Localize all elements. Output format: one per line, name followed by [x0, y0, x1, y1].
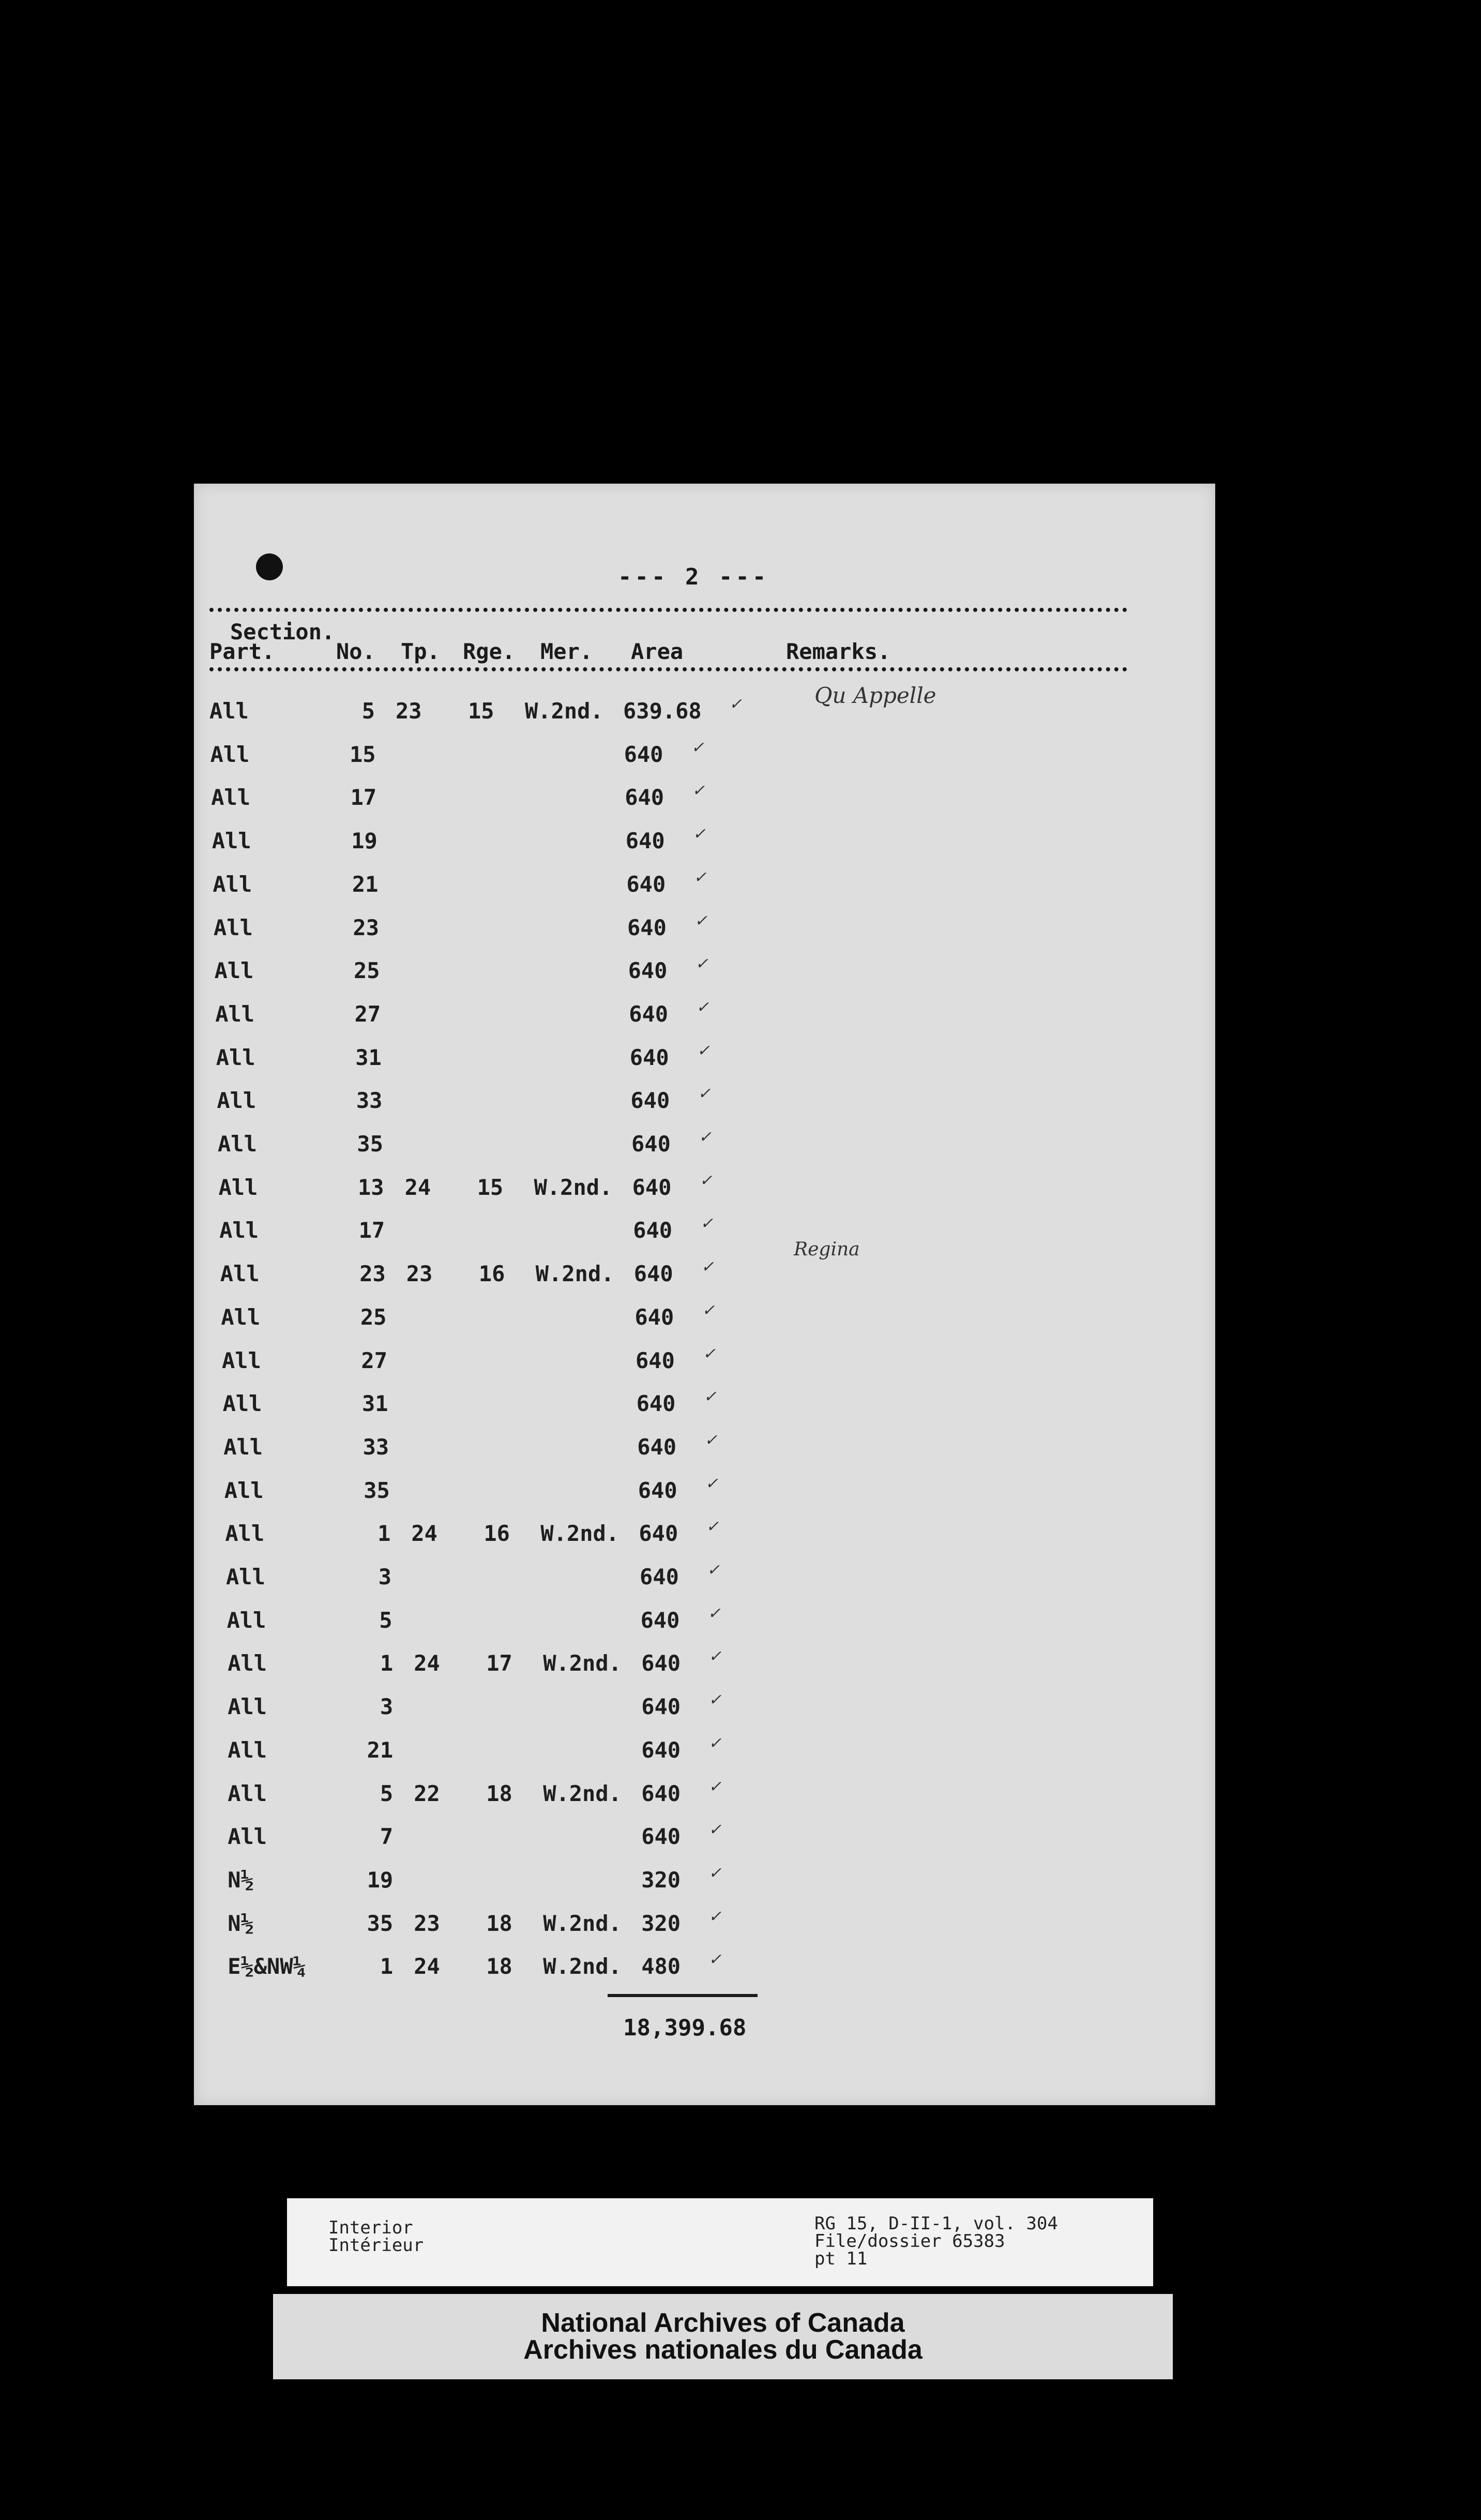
check-mark-icon: ✓ — [708, 1691, 722, 1709]
check-mark-icon: ✓ — [707, 1604, 721, 1623]
cell-area: 640 — [630, 1088, 670, 1114]
table-row — [194, 1734, 1215, 1768]
cell-rge: 18 — [486, 1780, 512, 1806]
check-mark-icon: ✓ — [692, 782, 705, 800]
cell-no: 27 — [354, 1001, 381, 1027]
table-row — [194, 1474, 1215, 1509]
cell-tp: 24 — [404, 1174, 431, 1200]
archives-banner — [273, 2294, 1173, 2379]
dept-fr: Intérieur — [328, 2235, 424, 2256]
cell-part: All — [228, 1694, 267, 1720]
total-rule — [608, 1994, 758, 1997]
table-row — [194, 1518, 1215, 1552]
cell-part: All — [218, 1131, 257, 1157]
document-page — [194, 484, 1215, 2105]
page-number: --- 2 --- — [618, 564, 769, 590]
cell-area: 320 — [641, 1867, 681, 1893]
cell-area: 640 — [631, 1131, 671, 1157]
cell-mer: W.2nd. — [543, 1954, 622, 1979]
check-mark-icon: ✓ — [692, 825, 706, 844]
cell-no: 23 — [353, 914, 379, 940]
check-mark-icon: ✓ — [703, 1388, 717, 1406]
table-row — [194, 782, 1215, 816]
check-mark-icon: ✓ — [694, 911, 708, 930]
cell-area: 640 — [641, 1651, 681, 1676]
cell-no: 35 — [364, 1477, 390, 1503]
check-mark-icon: ✓ — [707, 1561, 720, 1579]
cell-tp: 24 — [411, 1521, 437, 1547]
cell-area: 640 — [641, 1694, 681, 1720]
check-mark-icon: ✓ — [708, 1951, 722, 1969]
cell-no: 21 — [367, 1737, 394, 1763]
cell-part: All — [221, 1304, 261, 1330]
cell-area: 640 — [638, 1477, 677, 1503]
cell-area: 640 — [629, 1001, 669, 1027]
cell-mer: W.2nd. — [543, 1651, 622, 1676]
check-mark-icon: ✓ — [708, 1907, 722, 1926]
punch-hole — [256, 553, 283, 580]
cell-no: 31 — [355, 1044, 382, 1070]
cell-area: 640 — [641, 1780, 681, 1806]
cell-rge: 16 — [483, 1521, 510, 1547]
cell-part: All — [217, 1088, 256, 1114]
cell-no: 15 — [350, 741, 376, 767]
cell-part: All — [209, 698, 249, 724]
table-row — [194, 1388, 1215, 1422]
check-mark-icon: ✓ — [699, 1171, 713, 1190]
cell-rge: 18 — [486, 1954, 512, 1979]
check-mark-icon: ✓ — [704, 1431, 718, 1449]
cell-area: 640 — [625, 828, 665, 854]
check-mark-icon: ✓ — [702, 1301, 715, 1319]
cell-part: N½ — [228, 1910, 254, 1936]
cell-no: 31 — [362, 1391, 388, 1417]
check-mark-icon: ✓ — [696, 998, 709, 1016]
cell-no: 3 — [380, 1694, 394, 1720]
table-row — [194, 1821, 1215, 1855]
cell-area: 640 — [629, 1044, 669, 1070]
cell-tp: 23 — [414, 1910, 440, 1936]
cell-part: All — [222, 1391, 262, 1417]
header-rule-bottom — [209, 667, 1127, 671]
table-row — [194, 1907, 1215, 1942]
cell-area: 640 — [641, 1737, 681, 1763]
check-mark-icon: ✓ — [703, 1344, 716, 1363]
ref-line-3: pt 11 — [814, 2248, 868, 2269]
check-mark-icon: ✓ — [699, 1128, 712, 1146]
check-mark-icon: ✓ — [705, 1474, 718, 1493]
archive-reference-label — [287, 2198, 1153, 2286]
cell-no: 33 — [356, 1088, 383, 1114]
cell-part: N½ — [228, 1867, 254, 1893]
cell-no: 5 — [361, 698, 375, 724]
check-mark-icon: ✓ — [708, 1734, 722, 1752]
cell-no: 5 — [379, 1607, 392, 1633]
table-row — [194, 868, 1215, 903]
cell-part: All — [211, 785, 251, 811]
cell-no: 1 — [380, 1651, 394, 1676]
cell-area: 640 — [633, 1261, 673, 1287]
cell-tp: 24 — [414, 1954, 440, 1979]
check-mark-icon: ✓ — [708, 1821, 722, 1839]
table-row — [194, 825, 1215, 859]
table-row — [194, 911, 1215, 946]
cell-rge: 15 — [477, 1174, 504, 1200]
table-row — [194, 1647, 1215, 1682]
cell-no: 1 — [377, 1521, 391, 1547]
table-row — [194, 1604, 1215, 1639]
cell-area: 640 — [637, 1434, 677, 1460]
table-row — [194, 1561, 1215, 1595]
cell-mer: W.2nd. — [535, 1261, 614, 1287]
cell-tp: 23 — [396, 698, 422, 724]
cell-tp: 23 — [406, 1261, 433, 1287]
cell-no: 21 — [352, 871, 379, 897]
table-row — [194, 1951, 1215, 1985]
cell-area: 640 — [641, 1824, 681, 1850]
cell-area: 640 — [639, 1521, 678, 1547]
check-mark-icon: ✓ — [701, 1258, 714, 1277]
cell-part: All — [210, 741, 250, 767]
check-mark-icon: ✓ — [697, 1041, 710, 1060]
table-row — [194, 1258, 1215, 1292]
cell-area: 640 — [640, 1607, 680, 1633]
check-mark-icon: ✓ — [708, 1647, 722, 1666]
total-area: 18,399.68 — [623, 2015, 747, 2041]
table-row — [194, 1301, 1215, 1336]
cell-area: 640 — [625, 785, 664, 811]
cell-no: 17 — [358, 1218, 385, 1243]
cell-rge: 16 — [478, 1261, 505, 1287]
remark-qu-appelle: Qu Appelle — [814, 683, 936, 708]
header-rge: Rge. — [463, 639, 516, 664]
header-no: No. — [336, 639, 375, 664]
cell-part: All — [219, 1218, 259, 1243]
check-mark-icon: ✓ — [693, 868, 707, 887]
cell-no: 19 — [351, 828, 377, 854]
cell-area: 320 — [641, 1910, 681, 1936]
remark-regina: Regina — [794, 1239, 860, 1260]
check-mark-icon: ✓ — [708, 1864, 722, 1882]
table-row — [194, 1214, 1215, 1249]
cell-part: All — [216, 1044, 255, 1070]
check-mark-icon: ✓ — [700, 1214, 714, 1233]
cell-no: 13 — [358, 1174, 384, 1200]
cell-no: 33 — [362, 1434, 389, 1460]
cell-mer: W.2nd. — [534, 1174, 613, 1200]
cell-part: All — [215, 1001, 255, 1027]
cell-part: All — [228, 1824, 267, 1850]
cell-part: All — [228, 1780, 267, 1806]
cell-part: All — [224, 1477, 264, 1503]
header-remarks: Remarks. — [786, 639, 891, 664]
archives-banner-fr: Archives nationales du Canada — [523, 2335, 923, 2365]
cell-part: All — [226, 1607, 266, 1633]
dept-en: Interior — [328, 2217, 413, 2238]
table-row — [194, 1431, 1215, 1465]
cell-area: 640 — [627, 914, 667, 940]
cell-mer: W.2nd. — [540, 1521, 619, 1547]
cell-part: All — [214, 958, 254, 984]
cell-part: All — [228, 1651, 267, 1676]
cell-mer: W.2nd. — [543, 1780, 622, 1806]
archives-banner-en: National Archives of Canada — [541, 2308, 905, 2338]
ref-line-1: RG 15, D-II-1, vol. 304 — [814, 2213, 1058, 2234]
cell-rge: 15 — [468, 698, 494, 724]
table-row — [194, 1864, 1215, 1898]
cell-area: 640 — [634, 1304, 674, 1330]
header-part: Part. — [209, 639, 275, 664]
cell-part: All — [213, 871, 252, 897]
table-row — [194, 1171, 1215, 1206]
table-row — [194, 955, 1215, 989]
cell-no: 35 — [367, 1910, 394, 1936]
cell-no: 5 — [380, 1780, 394, 1806]
header-rule-top — [209, 608, 1127, 612]
cell-part: E½&NW¼ — [228, 1954, 306, 1979]
cell-part: All — [228, 1737, 267, 1763]
cell-part: All — [218, 1174, 258, 1200]
check-mark-icon: ✓ — [729, 695, 743, 713]
cell-mer: W.2nd. — [525, 698, 603, 724]
cell-no: 7 — [380, 1824, 394, 1850]
cell-area: 640 — [636, 1391, 676, 1417]
check-mark-icon: ✓ — [695, 955, 708, 973]
table-row — [194, 1691, 1215, 1725]
cell-no: 19 — [367, 1867, 394, 1893]
table-row — [194, 998, 1215, 1032]
table-row — [194, 1344, 1215, 1379]
cell-tp: 22 — [414, 1780, 440, 1806]
cell-part: All — [226, 1564, 265, 1589]
header-mer: Mer. — [540, 639, 593, 664]
cell-tp: 24 — [414, 1651, 440, 1676]
cell-no: 25 — [360, 1304, 387, 1330]
table-row — [194, 1085, 1215, 1119]
cell-area: 639.68 — [623, 698, 702, 724]
table-row — [194, 1777, 1215, 1812]
cell-area: 640 — [636, 1347, 675, 1373]
cell-no: 17 — [350, 785, 377, 811]
cell-rge: 18 — [486, 1910, 512, 1936]
cell-no: 27 — [361, 1347, 387, 1373]
table-row — [194, 1041, 1215, 1076]
cell-no: 1 — [380, 1954, 394, 1979]
header-area: Area — [631, 639, 684, 664]
check-mark-icon: ✓ — [691, 738, 704, 757]
cell-rge: 17 — [486, 1651, 512, 1676]
cell-part: All — [225, 1521, 265, 1547]
check-mark-icon: ✓ — [706, 1518, 719, 1536]
ref-line-2: File/dossier 65383 — [814, 2231, 1005, 2252]
cell-area: 640 — [628, 958, 668, 984]
header-tp: Tp. — [401, 639, 440, 664]
cell-no: 35 — [357, 1131, 383, 1157]
cell-area: 640 — [640, 1564, 679, 1589]
cell-no: 3 — [378, 1564, 391, 1589]
cell-area: 640 — [633, 1218, 673, 1243]
cell-part: All — [214, 914, 253, 940]
cell-area: 480 — [641, 1954, 681, 1979]
cell-area: 640 — [632, 1174, 672, 1200]
cell-area: 640 — [626, 871, 666, 897]
cell-mer: W.2nd. — [543, 1910, 622, 1936]
check-mark-icon: ✓ — [708, 1777, 722, 1796]
cell-part: All — [211, 828, 251, 854]
cell-no: 25 — [354, 958, 380, 984]
cell-area: 640 — [624, 741, 663, 767]
table-row — [194, 1128, 1215, 1162]
header-section: Section. — [230, 619, 335, 644]
cell-part: All — [223, 1434, 263, 1460]
cell-no: 23 — [359, 1261, 386, 1287]
check-mark-icon: ✓ — [698, 1085, 711, 1103]
cell-part: All — [222, 1347, 261, 1373]
cell-part: All — [220, 1261, 260, 1287]
table-row — [194, 738, 1215, 773]
